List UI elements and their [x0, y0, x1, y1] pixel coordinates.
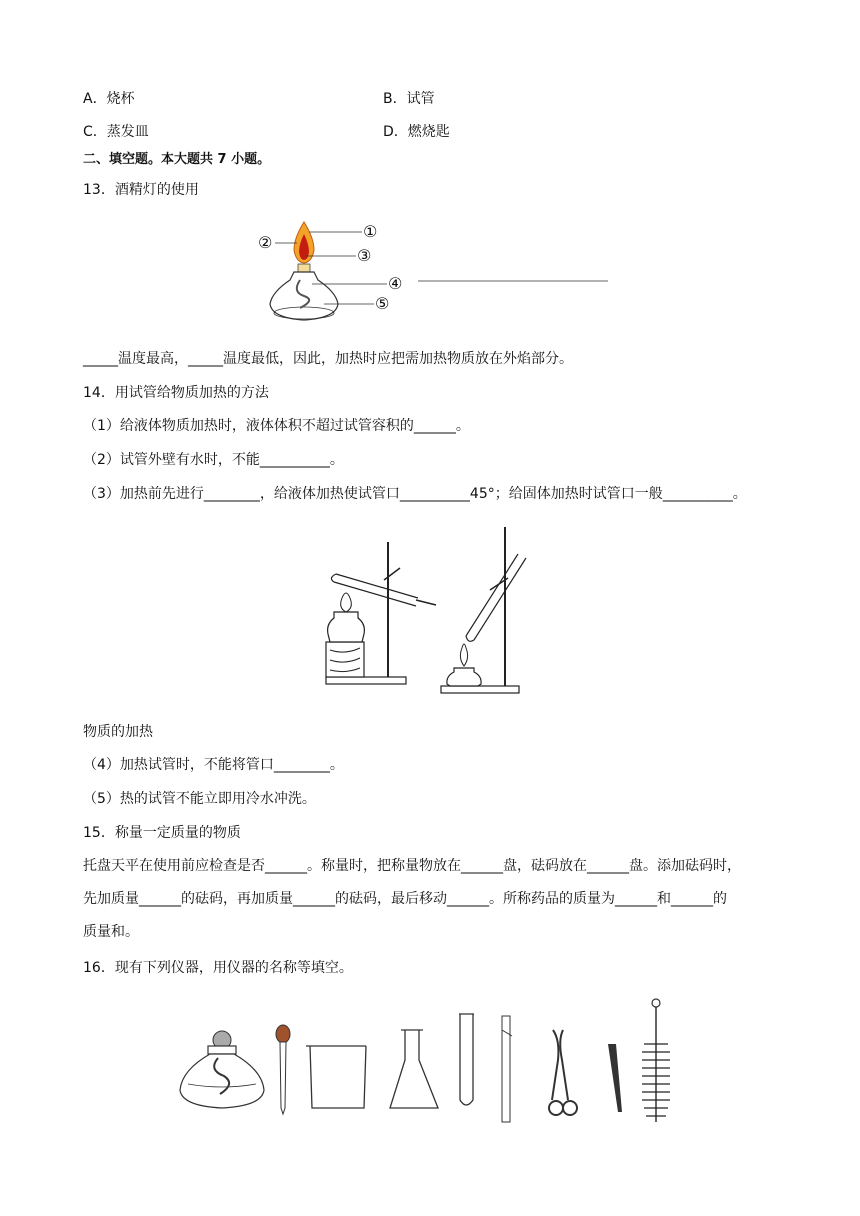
section-heading: 二、填空题。本大题共 7 小题。: [83, 152, 271, 167]
q15-line2: 先加质量______的砝码，再加质量______的砝码，最后移动______。所称药品的质量为______和______的: [83, 891, 727, 907]
choice-a: A．烧杯: [83, 91, 135, 107]
q15-line3: 质量和。: [83, 924, 139, 940]
q13-title: 13．酒精灯的使用: [83, 182, 199, 198]
q15-line1: 托盘天平在使用前应检查是否______。称量时，把称量物放在______盘，砝码放在______盘。添加砝码时，: [83, 858, 741, 874]
label-4: ④: [388, 274, 403, 293]
q15-title: 15．称量一定质量的物质: [83, 825, 241, 841]
q14-p2: （2）试管外壁有水时，不能__________。: [83, 452, 344, 468]
q14-p3: （3）加热前先进行________，给液体加热使试管口__________45°；给固体加热时试管口一般__________。: [83, 486, 747, 502]
q14-p5: （5）热的试管不能立即用冷水冲洗。: [83, 791, 316, 807]
label-5: ⑤: [375, 294, 390, 313]
choice-d: D．燃烧匙: [383, 124, 450, 140]
choice-c: C．蒸发皿: [83, 124, 149, 140]
label-3: ③: [357, 246, 372, 265]
label-2: ②: [258, 233, 273, 252]
q14-caption: 物质的加热: [83, 724, 153, 740]
q14-p1: （1）给液体物质加热时，液体体积不超过试管容积的______。: [83, 418, 470, 434]
q14-p4: （4）加热试管时，不能将管口________。: [83, 757, 344, 773]
label-1: ①: [363, 222, 378, 241]
choice-b: B．试管: [383, 91, 435, 107]
q14-title: 14．用试管给物质加热的方法: [83, 385, 269, 401]
q16-title: 16．现有下列仪器，用仪器的名称等填空。: [83, 960, 353, 976]
q13-text: _____温度最高，_____温度最低，因此，加热时应把需加热物质放在外焰部分。: [83, 351, 573, 367]
